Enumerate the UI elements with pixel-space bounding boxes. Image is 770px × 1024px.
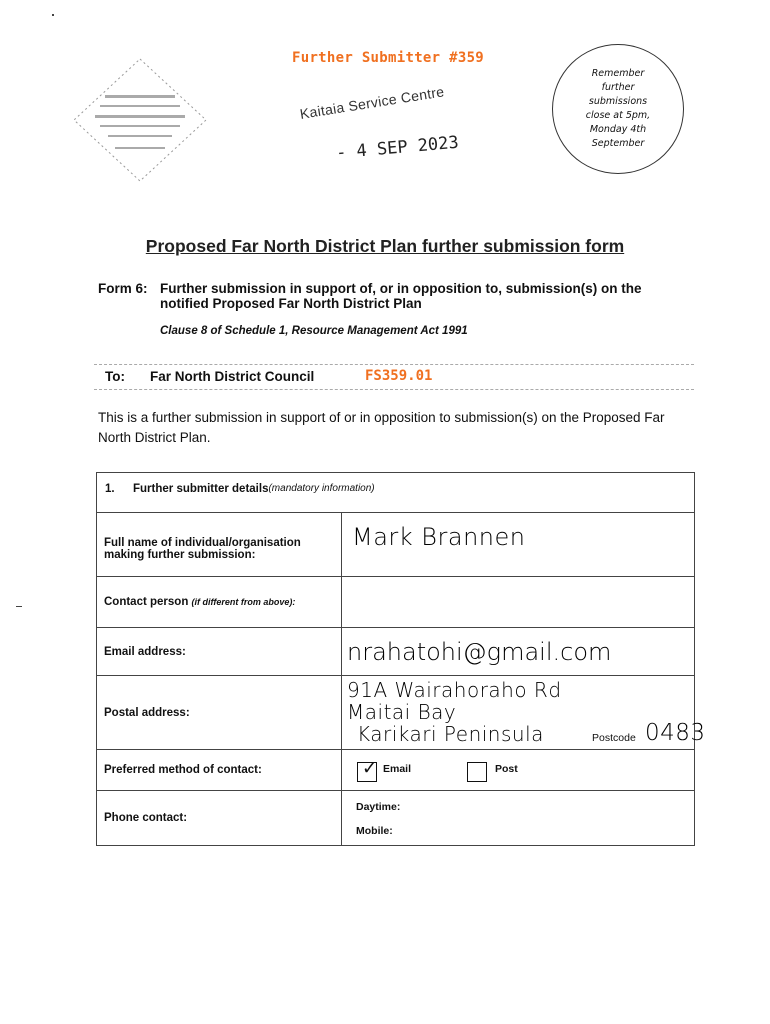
checkmark-icon: ✓ — [362, 758, 378, 778]
email-label: Email address: — [97, 628, 342, 675]
scan-mark — [16, 606, 22, 607]
addressee: Far North District Council — [150, 369, 315, 384]
preferred-contact-label: Preferred method of contact: — [97, 750, 342, 790]
form-heading — [98, 281, 698, 311]
section-header — [97, 473, 694, 513]
phone-field[interactable] — [342, 791, 694, 845]
email-field[interactable] — [342, 628, 694, 675]
full-name-value: Mark Brannen — [352, 523, 526, 551]
postal-line3: Karikari Peninsula — [357, 722, 544, 746]
full-name-label: Full name of individual/organisation making further submission: — [97, 513, 342, 576]
email-value: nrahatohi@gmail.com — [347, 638, 612, 666]
date-stamp: - 4 SEP 2023 — [335, 132, 460, 164]
to-label: To: — [105, 369, 125, 384]
postal-line2: Maitai Bay — [347, 700, 457, 724]
postal-row — [97, 676, 706, 750]
preferred-contact-row — [97, 750, 694, 791]
phone-row — [97, 791, 694, 845]
daytime-label: Daytime: — [356, 801, 401, 813]
further-submission-number: FS359.01 — [365, 368, 433, 384]
email-row — [97, 628, 694, 676]
form-number: Form 6: — [98, 281, 148, 296]
form-heading-line2: notified Proposed Far North District Plan — [160, 296, 422, 311]
intro-text: This is a further submission in support of or in opposition to submission(s) on the Proposed Far North District Plan. — [98, 410, 665, 445]
section-number: 1. — [105, 483, 115, 495]
scan-mark — [52, 14, 54, 16]
contact-person-label — [97, 577, 342, 627]
contact-person-row — [97, 577, 694, 628]
contact-person-field[interactable] — [342, 577, 694, 627]
received-stamp-seal — [70, 55, 210, 185]
legal-clause: Clause 8 of Schedule 1, Resource Management Act 1991 — [160, 325, 468, 337]
section-title: Further submitter details — [133, 483, 269, 495]
office-stamp: Kaitaia Service Centre — [298, 83, 446, 122]
preferred-contact-options — [342, 750, 694, 790]
email-option-label: Email — [383, 763, 412, 775]
postal-label: Postal address: — [97, 676, 342, 749]
full-name-field[interactable] — [342, 513, 694, 576]
post-option-label: Post — [495, 763, 518, 775]
full-name-row — [97, 513, 694, 577]
form-title: Proposed Far North District Plan further submission form — [145, 236, 625, 256]
mobile-label: Mobile: — [356, 825, 393, 837]
deadline-reminder-text: Remember further submissions close at 5pm, Monday 4th September — [585, 68, 651, 149]
section-note: (mandatory information) — [268, 483, 375, 494]
postcode-value: 0483 — [645, 720, 706, 746]
postal-line1: 91A Wairahoraho Rd — [347, 678, 562, 702]
deadline-reminder-stamp — [552, 44, 684, 174]
form-heading-line1: Further submission in support of, or in opposition to, submission(s) on the — [160, 281, 642, 296]
contact-person-note: (if different from above): — [191, 597, 296, 607]
post-checkbox[interactable] — [467, 762, 487, 782]
postcode-label: Postcode — [592, 732, 636, 744]
contact-person-label-text: Contact person — [104, 596, 189, 608]
submitter-id: Further Submitter #359 — [292, 50, 485, 66]
submitter-details-table — [96, 472, 706, 846]
phone-label: Phone contact: — [97, 791, 342, 845]
postal-field[interactable] — [342, 676, 706, 749]
